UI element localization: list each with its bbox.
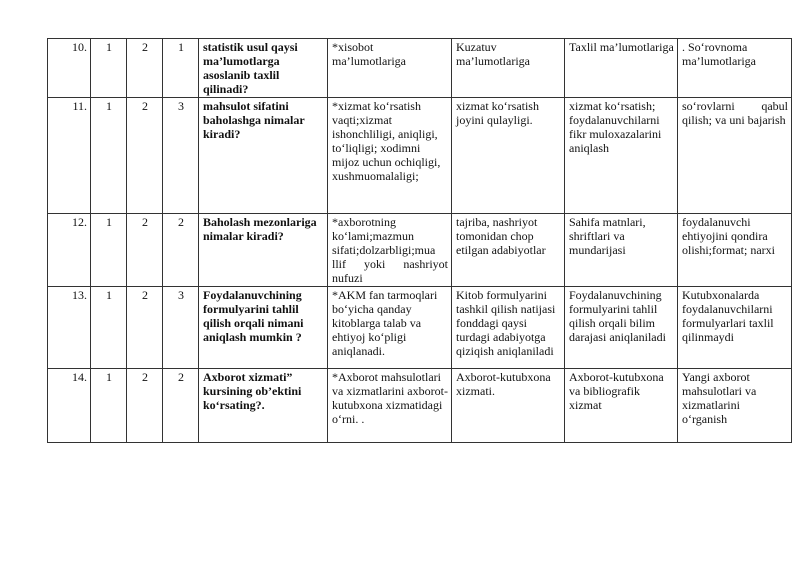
level-cell: 1 (91, 98, 127, 214)
row-number: 13. (48, 287, 91, 369)
row-number: 10. (48, 39, 91, 98)
question-cell: mahsulot sifatini baholashga nimalar kiradi? (199, 98, 328, 214)
level-cell: 1 (91, 214, 127, 287)
question-cell: Baholash mezonlariga nimalar kiradi? (199, 214, 328, 287)
test-questions-table (47, 38, 792, 443)
answer-option-cell: Taxlil ma’lumotlariga (565, 39, 678, 98)
answer-option-cell: Yangi axborot mahsulotlari va xizmatlarini o‘rganish (678, 369, 792, 443)
row-number: 14. (48, 369, 91, 443)
level-cell: 2 (127, 214, 163, 287)
answer-option-cell: . So‘rovnoma ma’lumotlariga (678, 39, 792, 98)
difficulty-cell: 2 (163, 369, 199, 443)
level-cell: 2 (127, 39, 163, 98)
correct-answer-cell: *Axborot mahsulotlari va xizmatlarini axborot-kutubxona xizmatidagi o‘rni. . (328, 369, 452, 443)
answer-option-cell: so‘rovlarni qabul qilish; va uni bajarish (678, 98, 792, 214)
difficulty-cell: 3 (163, 287, 199, 369)
answer-option-cell: xizmat ko‘rsatish joyini qulayligi. (452, 98, 565, 214)
question-cell: Axborot xizmati” kursining ob’ektini ko‘rsating?. (199, 369, 328, 443)
table-row (48, 39, 792, 98)
table-row (48, 214, 792, 287)
answer-option-cell: Axborot-kutubxona va bibliografik xizmat (565, 369, 678, 443)
level-cell: 2 (127, 287, 163, 369)
correct-answer-cell: *AKM fan tarmoqlari bo‘yicha qanday kitoblarga talab va ehtiyoj ko‘pligi aniqlanadi. (328, 287, 452, 369)
difficulty-cell: 3 (163, 98, 199, 214)
answer-option-cell: Foydalanuvchining formulyarini tahlil qilish orqali bilim darajasi aniqlaniladi (565, 287, 678, 369)
difficulty-cell: 1 (163, 39, 199, 98)
answer-option-cell: Kutubxonalarda foydalanuvchilarni formulyarlari taxlil qilinmaydi (678, 287, 792, 369)
level-cell: 2 (127, 369, 163, 443)
row-number: 12. (48, 214, 91, 287)
answer-option-cell: Kitob formulyarini tashkil qilish natijasi fonddagi qaysi turdagi adabiyotga qiziqish aniqlaniladi (452, 287, 565, 369)
difficulty-cell: 2 (163, 214, 199, 287)
table-row (48, 98, 792, 214)
level-cell: 1 (91, 39, 127, 98)
table-row (48, 369, 792, 443)
answer-option-cell: Kuzatuv ma’lumotlariga (452, 39, 565, 98)
correct-answer-cell: *xizmat ko‘rsatish vaqti;xizmat ishonchliligi, aniqligi, to‘liqligi; xodimni mijoz uchun ochiqligi, xushmuomalaligi; (328, 98, 452, 214)
question-cell: Foydalanuvchining formulyarini tahlil qilish orqali nimani aniqlash mumkin ? (199, 287, 328, 369)
answer-option-cell: Sahifa matnlari, shriftlari va mundarijasi (565, 214, 678, 287)
answer-option-cell: xizmat ko‘rsatish; foydalanuvchilarni fikr muloxazalarini aniqlash (565, 98, 678, 214)
answer-option-cell: Axborot-kutubxona xizmati. (452, 369, 565, 443)
correct-answer-cell: *xisobot ma’lumotlariga (328, 39, 452, 98)
answer-option-cell: tajriba, nashriyot tomonidan chop etilgan adabiyotlar (452, 214, 565, 287)
level-cell: 1 (91, 287, 127, 369)
table-row (48, 287, 792, 369)
answer-option-cell: foydalanuvchi ehtiyojini qondira olishi;format; narxi (678, 214, 792, 287)
question-cell: statistik usul qaysi ma’lumotlarga asoslanib taxlil qilinadi? (199, 39, 328, 98)
row-number: 11. (48, 98, 91, 214)
level-cell: 2 (127, 98, 163, 214)
level-cell: 1 (91, 369, 127, 443)
correct-answer-cell: *axborotning ko‘lami;mazmun sifati;dolzarbligi;mua llif yoki nashriyot nufuzi (328, 214, 452, 287)
